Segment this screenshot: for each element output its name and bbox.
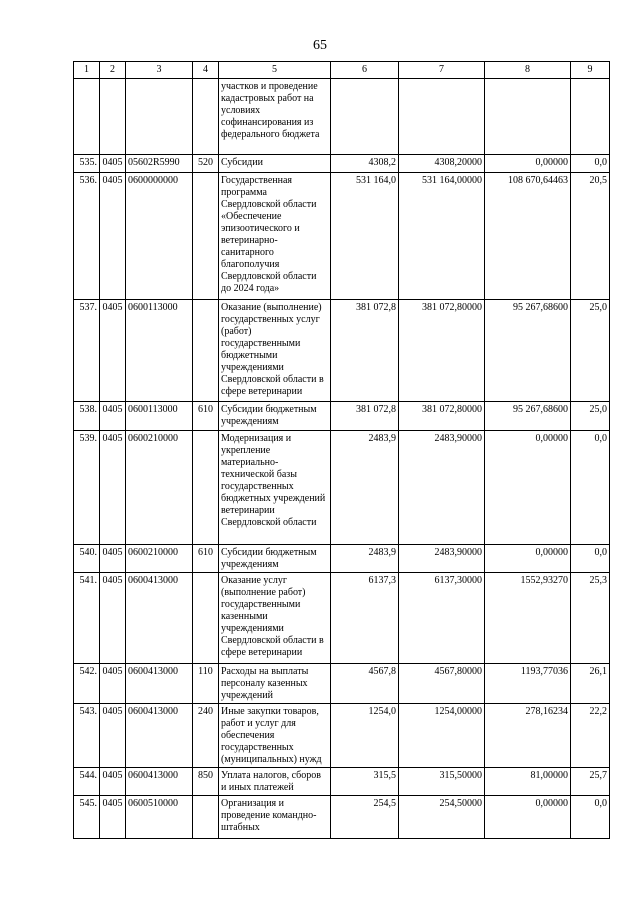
- expense-type-code: 610: [193, 545, 219, 573]
- section-code: 0405: [100, 173, 126, 300]
- item-name: участков и проведение кадастровых работ на условиях софинансирования из федерального бюджета: [219, 79, 331, 155]
- expense-type-code: 110: [193, 664, 219, 704]
- page-number: 65: [313, 38, 327, 53]
- executed-amount: 0,00000: [485, 155, 571, 173]
- header-cell: 5: [219, 62, 331, 79]
- header-cell: 1: [74, 62, 100, 79]
- approved-amount: 381 072,8: [331, 402, 399, 431]
- row-number: 537.: [74, 300, 100, 402]
- item-name: Субсидии бюджетным учреждениям: [219, 545, 331, 573]
- planned-amount: 381 072,80000: [399, 300, 485, 402]
- row-number: 536.: [74, 173, 100, 300]
- row-number: 535.: [74, 155, 100, 173]
- expense-type-code: [193, 431, 219, 545]
- row-number: 545.: [74, 796, 100, 839]
- planned-amount: 2483,90000: [399, 431, 485, 545]
- header-cell: 3: [126, 62, 193, 79]
- execution-percent: 25,0: [571, 402, 610, 431]
- item-name: Субсидии: [219, 155, 331, 173]
- execution-percent: 22,2: [571, 704, 610, 768]
- planned-amount: 531 164,00000: [399, 173, 485, 300]
- execution-percent: [571, 79, 610, 155]
- header-cell: 8: [485, 62, 571, 79]
- row-number: 543.: [74, 704, 100, 768]
- planned-amount: 1254,00000: [399, 704, 485, 768]
- table-row: [74, 545, 610, 573]
- table-row: [74, 300, 610, 402]
- expense-type-code: [193, 173, 219, 300]
- item-name: Оказание (выполнение) государственных услуг (работ) государственными бюджетными учреждениями Свердловской области в сфере ветеринарии: [219, 300, 331, 402]
- executed-amount: 108 670,64463: [485, 173, 571, 300]
- expense-type-code: 240: [193, 704, 219, 768]
- table-row: [74, 155, 610, 173]
- executed-amount: 81,00000: [485, 768, 571, 796]
- expense-type-code: [193, 573, 219, 664]
- row-number: 542.: [74, 664, 100, 704]
- approved-amount: [331, 79, 399, 155]
- section-code: 0405: [100, 402, 126, 431]
- planned-amount: 4567,80000: [399, 664, 485, 704]
- executed-amount: 0,00000: [485, 431, 571, 545]
- item-name: Субсидии бюджетным учреждениям: [219, 402, 331, 431]
- section-code: 0405: [100, 155, 126, 173]
- row-number: [74, 79, 100, 155]
- section-code: 0405: [100, 768, 126, 796]
- row-number: 540.: [74, 545, 100, 573]
- table-row: [74, 431, 610, 545]
- header-cell: 2: [100, 62, 126, 79]
- section-code: 0405: [100, 431, 126, 545]
- target-code: 0600413000: [126, 573, 193, 664]
- planned-amount: [399, 79, 485, 155]
- item-name: Расходы на выплаты персоналу казенных учреждений: [219, 664, 331, 704]
- executed-amount: 95 267,68600: [485, 300, 571, 402]
- section-code: 0405: [100, 573, 126, 664]
- expense-type-code: 520: [193, 155, 219, 173]
- approved-amount: 2483,9: [331, 545, 399, 573]
- item-name: Уплата налогов, сборов и иных платежей: [219, 768, 331, 796]
- planned-amount: 254,50000: [399, 796, 485, 839]
- table-row: [74, 768, 610, 796]
- execution-percent: 0,0: [571, 431, 610, 545]
- execution-percent: 26,1: [571, 664, 610, 704]
- header-cell: 9: [571, 62, 610, 79]
- execution-percent: 0,0: [571, 545, 610, 573]
- target-code: 0600413000: [126, 664, 193, 704]
- section-code: 0405: [100, 664, 126, 704]
- target-code: 05602R5990: [126, 155, 193, 173]
- execution-percent: 0,0: [571, 155, 610, 173]
- row-number: 538.: [74, 402, 100, 431]
- approved-amount: 315,5: [331, 768, 399, 796]
- approved-amount: 4567,8: [331, 664, 399, 704]
- planned-amount: 2483,90000: [399, 545, 485, 573]
- executed-amount: 0,00000: [485, 545, 571, 573]
- expense-type-code: 850: [193, 768, 219, 796]
- approved-amount: 381 072,8: [331, 300, 399, 402]
- approved-amount: 531 164,0: [331, 173, 399, 300]
- section-code: 0405: [100, 704, 126, 768]
- target-code: 0600113000: [126, 402, 193, 431]
- executed-amount: 95 267,68600: [485, 402, 571, 431]
- table-header-row: [74, 62, 610, 79]
- planned-amount: 381 072,80000: [399, 402, 485, 431]
- execution-percent: 25,3: [571, 573, 610, 664]
- approved-amount: 1254,0: [331, 704, 399, 768]
- execution-percent: 25,0: [571, 300, 610, 402]
- executed-amount: 278,16234: [485, 704, 571, 768]
- section-code: 0405: [100, 796, 126, 839]
- table-row: [74, 173, 610, 300]
- target-code: 0600413000: [126, 704, 193, 768]
- planned-amount: 315,50000: [399, 768, 485, 796]
- planned-amount: 6137,30000: [399, 573, 485, 664]
- approved-amount: 4308,2: [331, 155, 399, 173]
- item-name: Модернизация и укрепление материально-технической базы государственных бюджетных учреждений ветеринарии Свердловской области: [219, 431, 331, 545]
- table-row: [74, 796, 610, 839]
- target-code: 0600413000: [126, 768, 193, 796]
- table-row: [74, 573, 610, 664]
- target-code: 0600113000: [126, 300, 193, 402]
- section-code: 0405: [100, 545, 126, 573]
- item-name: Организация и проведение командно-штабных: [219, 796, 331, 839]
- target-code: [126, 79, 193, 155]
- planned-amount: 4308,20000: [399, 155, 485, 173]
- expense-type-code: 610: [193, 402, 219, 431]
- expense-type-code: [193, 79, 219, 155]
- item-name: Оказание услуг (выполнение работ) государственными казенными учреждениями Свердловской области в сфере ветеринарии: [219, 573, 331, 664]
- header-cell: 6: [331, 62, 399, 79]
- section-code: 0405: [100, 300, 126, 402]
- execution-percent: 0,0: [571, 796, 610, 839]
- expense-type-code: [193, 300, 219, 402]
- table-row: [74, 79, 610, 155]
- executed-amount: 0,00000: [485, 796, 571, 839]
- executed-amount: [485, 79, 571, 155]
- header-cell: 7: [399, 62, 485, 79]
- target-code: 0600210000: [126, 431, 193, 545]
- execution-percent: 25,7: [571, 768, 610, 796]
- target-code: 0600000000: [126, 173, 193, 300]
- approved-amount: 254,5: [331, 796, 399, 839]
- approved-amount: 2483,9: [331, 431, 399, 545]
- item-name: Государственная программа Свердловской области «Обеспечение эпизоотического и ветеринарно-санитарного благополучия Свердловской области до 2024 года»: [219, 173, 331, 300]
- table-row: [74, 402, 610, 431]
- table-row: [74, 704, 610, 768]
- expense-type-code: [193, 796, 219, 839]
- executed-amount: 1552,93270: [485, 573, 571, 664]
- execution-percent: 20,5: [571, 173, 610, 300]
- item-name: Иные закупки товаров, работ и услуг для обеспечения государственных (муниципальных) нужд: [219, 704, 331, 768]
- target-code: 0600510000: [126, 796, 193, 839]
- row-number: 541.: [74, 573, 100, 664]
- section-code: [100, 79, 126, 155]
- row-number: 539.: [74, 431, 100, 545]
- target-code: 0600210000: [126, 545, 193, 573]
- budget-table: [73, 61, 610, 839]
- row-number: 544.: [74, 768, 100, 796]
- executed-amount: 1193,77036: [485, 664, 571, 704]
- table-row: [74, 664, 610, 704]
- approved-amount: 6137,3: [331, 573, 399, 664]
- header-cell: 4: [193, 62, 219, 79]
